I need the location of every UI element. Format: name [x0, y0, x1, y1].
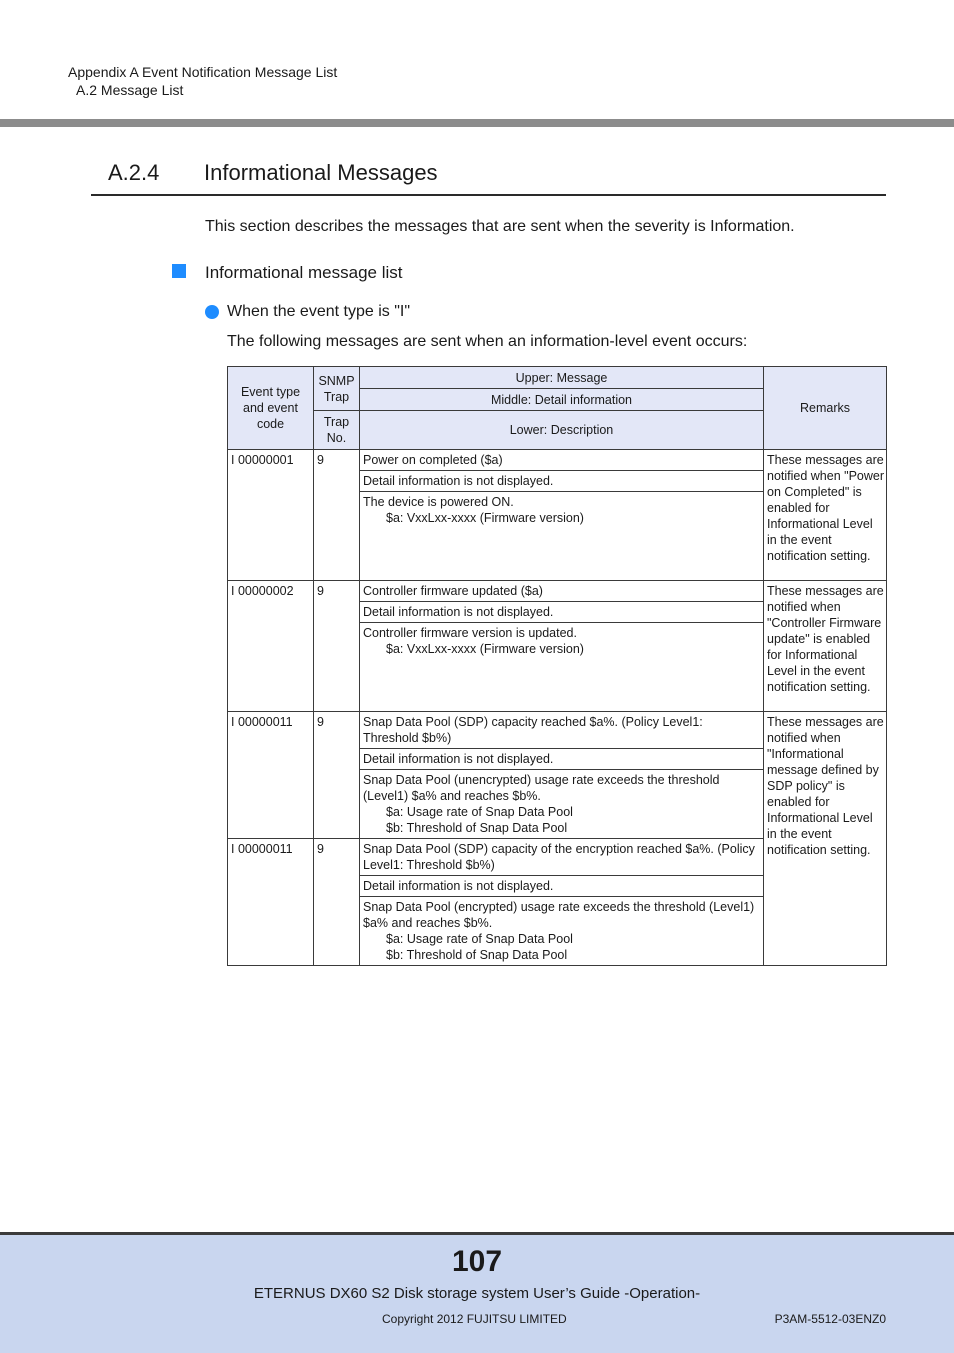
header-chapter: Appendix A Event Notification Message List — [68, 64, 338, 80]
table-row — [228, 712, 887, 749]
copyright: Copyright 2012 FUJITSU LIMITED — [382, 1312, 567, 1326]
event-code: I 00000011 — [228, 712, 314, 839]
section-intro: This section describes the messages that are sent when the severity is Information. — [205, 218, 795, 235]
message-text: Controller firmware updated ($a) — [360, 581, 764, 602]
trap-number: 9 — [314, 839, 360, 966]
running-header — [68, 63, 337, 99]
detail-text: Detail information is not displayed. — [360, 602, 764, 623]
description-sub: $a: VxxLxx-xxxx (Firmware version) — [386, 642, 584, 656]
description-text: Controller firmware version is updated. — [363, 626, 577, 640]
description-sub: $b: Threshold of Snap Data Pool — [386, 948, 568, 962]
page-footer — [0, 1232, 954, 1353]
message-text: Snap Data Pool (SDP) capacity of the encryption reached $a%. (Policy Level1: Threshold $b%) — [360, 839, 764, 876]
description-text: Snap Data Pool (encrypted) usage rate exceeds the threshold (Level1) $a% and reaches $b%. — [363, 900, 755, 930]
detail-text: Detail information is not displayed. — [360, 471, 764, 492]
circle-bullet-icon — [205, 305, 219, 319]
description-sub: $a: VxxLxx-xxxx (Firmware version) — [386, 511, 584, 525]
event-code: I 00000001 — [228, 450, 314, 581]
header-event-code: Event type and event code — [228, 367, 314, 450]
event-code: I 00000011 — [228, 839, 314, 966]
event-code: I 00000002 — [228, 581, 314, 712]
detail-text: Detail information is not displayed. — [360, 876, 764, 897]
header-middle-detail: Middle: Detail information — [360, 389, 764, 411]
description-cell — [360, 897, 764, 966]
header-trap-no: Trap No. — [314, 411, 360, 450]
remarks-text: These messages are notified when "Controller Firmware update" is enabled for Informational Level in the event notification setting. — [764, 581, 887, 712]
square-bullet-icon — [172, 264, 186, 278]
description-sub: $a: Usage rate of Snap Data Pool — [386, 805, 573, 819]
description-text: The device is powered ON. — [363, 495, 514, 509]
subsection-title: Informational message list — [205, 263, 403, 282]
trap-number: 9 — [314, 450, 360, 581]
trap-number: 9 — [314, 581, 360, 712]
trap-number: 9 — [314, 712, 360, 839]
header-remarks: Remarks — [764, 367, 887, 450]
message-text: Snap Data Pool (SDP) capacity reached $a%. (Policy Level1: Threshold $b%) — [360, 712, 764, 749]
description-cell — [360, 492, 764, 581]
remarks-text: These messages are notified when "Power on Completed" is enabled for Informational Level in the event notification setting. — [764, 450, 887, 581]
table-row — [228, 450, 887, 471]
description-text: Snap Data Pool (unencrypted) usage rate exceeds the threshold (Level1) $a% and reaches $b%. — [363, 773, 720, 803]
case-title: When the event type is "I" — [227, 303, 411, 320]
page-number: 107 — [451, 1245, 503, 1278]
section-title: Informational Messages — [204, 160, 438, 185]
message-table — [227, 366, 887, 966]
header-section: A.2 Message List — [76, 82, 184, 98]
header-divider-bar — [0, 119, 954, 127]
header-upper-message: Upper: Message — [360, 367, 764, 389]
section-heading — [91, 156, 886, 196]
table-row — [228, 581, 887, 602]
section-number: A.2.4 — [108, 160, 160, 185]
description-sub: $b: Threshold of Snap Data Pool — [386, 821, 568, 835]
header-snmp-trap: SNMP Trap — [314, 367, 360, 411]
document-code: P3AM-5512-03ENZ0 — [774, 1312, 886, 1326]
description-cell — [360, 770, 764, 839]
remarks-text: These messages are notified when "Informational message defined by SDP policy" is enabled for Informational Level in the event notification setting. — [764, 712, 887, 966]
detail-text: Detail information is not displayed. — [360, 749, 764, 770]
guide-title: ETERNUS DX60 S2 Disk storage system User’s Guide -Operation- — [253, 1285, 701, 1302]
message-text: Power on completed ($a) — [360, 450, 764, 471]
description-cell — [360, 623, 764, 712]
description-sub: $a: Usage rate of Snap Data Pool — [386, 932, 573, 946]
header-lower-description: Lower: Description — [360, 411, 764, 450]
table-lead-text: The following messages are sent when an information-level event occurs: — [227, 333, 748, 350]
